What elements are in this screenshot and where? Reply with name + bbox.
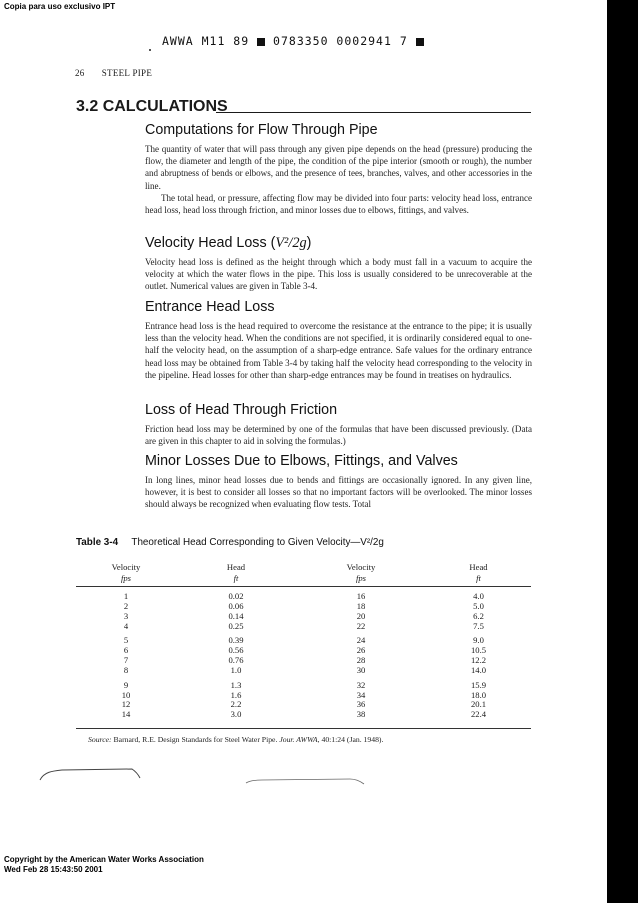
entrance-head-text: [145, 320, 532, 381]
table-cell: 26: [356, 645, 366, 656]
scan-edge-shadow: [607, 0, 638, 903]
source-label: Source:: [88, 735, 112, 744]
table-cell: 10.5: [470, 645, 487, 656]
column-unit: fps: [120, 572, 132, 583]
velocity-head-table: [76, 562, 531, 720]
table-title: Theoretical Head Corresponding to Given Velocity—V²/2g: [131, 537, 384, 548]
table-row: [76, 676, 531, 691]
running-head-title: STEEL PIPE: [101, 68, 153, 78]
table-row: [76, 710, 531, 720]
section-title: 3.2 CALCULATIONS: [76, 98, 228, 115]
column-header: Head: [226, 562, 246, 572]
paragraph: The quantity of water that will pass through any given pipe depends on the head (pressure) producing the flow, the diameter and length of the pipe, the condition of the pipe interior (smooth or rough), the number and abruptness of bends or elbows, and the presence of tees, branches, valves, and other accessories in the line.: [145, 144, 532, 191]
column-unit: fps: [355, 572, 367, 583]
table-cell: 3: [123, 610, 129, 621]
table-caption: [76, 537, 384, 548]
table-cell: 34: [356, 689, 366, 700]
table-cell: 3.0: [230, 709, 242, 720]
table-group: [76, 587, 531, 632]
paragraph: Friction head loss may be determined by one of the formulas that have been discussed previously. (Data are given in this chapter to aid in solving the formulas.): [145, 424, 532, 447]
document-code-number: 0783350 0002941 7: [273, 34, 408, 48]
table-header: [76, 562, 531, 587]
column-header: Velocity: [346, 562, 376, 572]
table-cell: 9.0: [473, 635, 484, 646]
table-cell: 38: [356, 709, 366, 720]
velocity-head-text: [145, 256, 532, 293]
heading-minor-losses: Minor Losses Due to Elbows, Fittings, and Valves: [145, 453, 458, 469]
table-cell: 22: [356, 620, 366, 631]
table-cell: 6.2: [473, 610, 484, 621]
section-rule: [216, 112, 531, 113]
table-cell: 8: [123, 664, 129, 675]
table-cell: 7: [123, 655, 129, 666]
table-cell: 0.76: [228, 655, 244, 666]
table-group: [76, 676, 531, 720]
table-cell: 18: [356, 600, 366, 611]
table-cell: 2.2: [230, 699, 242, 710]
table-number: Table 3-4: [76, 537, 119, 548]
table-row: [76, 602, 531, 612]
heading-entrance-head-loss: Entrance Head Loss: [145, 299, 275, 315]
table-row: [76, 612, 531, 622]
table-cell: 1: [123, 591, 129, 601]
table-cell: 14.0: [470, 664, 487, 675]
table-row: [76, 587, 531, 602]
table-cell: 0.02: [228, 591, 244, 601]
table-cell: 22.4: [470, 709, 487, 720]
heading-paren: ): [306, 235, 312, 251]
table-cell: 1.3: [230, 679, 242, 690]
table-row: [76, 646, 531, 656]
table-cell: 14: [121, 709, 131, 720]
pen-stroke-left: [40, 769, 140, 780]
table-cell: 4: [123, 620, 129, 631]
table-cell: 0.14: [228, 610, 244, 621]
flow-computations-text: [145, 143, 532, 216]
copyright-line: Copyright by the American Water Works Association: [4, 855, 204, 864]
watermark-stamp: Copia para uso exclusivo IPT: [4, 2, 116, 11]
table-cell: 10: [121, 689, 131, 700]
table-cell: 0.25: [228, 620, 244, 631]
paragraph: The total head, or pressure, affecting flow may be divided into four parts: velocity head loss, entrance head loss, head loss through friction, and minor losses due to elbows, fittings, and valves.: [145, 192, 532, 216]
table-cell: 32: [356, 679, 366, 690]
table-group: [76, 631, 531, 675]
table-cell: 6: [123, 645, 129, 656]
table-cell: 24: [356, 635, 366, 646]
column-header: Velocity: [111, 562, 141, 572]
table-cell: 7.5: [473, 620, 484, 631]
bar-marker-icon: [257, 38, 265, 46]
column-unit: ft: [233, 572, 239, 583]
table-cell: 1.6: [230, 689, 242, 700]
table-cell: 9: [123, 679, 129, 690]
heading-flow-computations: Computations for Flow Through Pipe: [145, 122, 378, 138]
bar-marker-icon: [416, 38, 424, 46]
column-header: Head: [469, 562, 488, 572]
timestamp-line: Wed Feb 28 15:43:50 2001: [4, 865, 103, 874]
scan-speck: [149, 49, 151, 51]
table-row: [76, 656, 531, 666]
table-source-note: [88, 735, 383, 744]
table-cell: 15.9: [470, 679, 487, 690]
table-cell: 20: [356, 610, 366, 621]
heading-velocity-head-loss: [145, 235, 311, 252]
friction-loss-text: [145, 423, 532, 447]
table-row: [76, 622, 531, 632]
table-row: [76, 700, 531, 710]
table-cell: 2: [123, 600, 129, 611]
table-cell: 18.0: [470, 689, 487, 700]
document-code-line: [162, 34, 424, 48]
table-bottom-rule: [76, 728, 531, 729]
table-cell: 12.2: [470, 655, 487, 666]
table-cell: 20.1: [470, 699, 487, 710]
pen-stroke-right: [246, 779, 364, 784]
table-cell: 28: [356, 655, 366, 666]
paragraph: Entrance head loss is the head required to overcome the resistance at the entrance to the pipe; it is usually less than the velocity head. When the conditions are not specified, it is ordinarily considered equal to one-half the velocity head, on the assumption of a sharp-edge entrance. Safe values for the ordinary entrance head loss may be obtained from Table 3-4 by taking half the velocity head corresponding to the velocity in the pipeline. Head losses for other than sharp-edge entrances may be found in treatises on hydraulics.: [145, 321, 532, 380]
source-text: Barnard, R.E. Design Standards for Steel Water Pipe.: [111, 735, 280, 744]
minor-losses-text: [145, 474, 532, 511]
table-cell: 0.06: [228, 600, 244, 611]
source-tail: , 40:1:24 (Jan. 1948).: [317, 735, 384, 744]
table-cell: 16: [356, 591, 366, 601]
table-cell: 36: [356, 699, 366, 710]
table-row: [76, 691, 531, 701]
table-row: [76, 666, 531, 676]
page-number: 26: [75, 68, 85, 78]
table-row: [76, 631, 531, 646]
paragraph: In long lines, minor head losses due to bends and fittings are occasionally ignored. In any given line, however, it is best to consider all losses so that no important factors will be overlooked. The minor losses should always be recognized when evaluating flow tests. Total: [145, 475, 532, 510]
velocity-head-formula: V²/2g: [275, 235, 307, 251]
table-cell: 5: [123, 635, 129, 646]
table-cell: 4.0: [473, 591, 484, 601]
heading-text: Velocity Head Loss (: [145, 235, 276, 251]
paragraph: Velocity head loss is defined as the height through which a body must fall in a vacuum to acquire the velocity at which the water flows in the pipe. This loss is usually considered to be unrecoverable at the outlet. Numerical values are given in Table 3-4.: [145, 257, 532, 292]
table-cell: 1.0: [230, 664, 242, 675]
heading-friction-loss: Loss of Head Through Friction: [145, 402, 338, 418]
table-cell: 5.0: [473, 600, 484, 611]
table-cell: 0.39: [228, 635, 244, 646]
source-journal: Jour. AWWA: [279, 735, 318, 744]
copyright-footer: [4, 855, 204, 875]
running-head: [75, 68, 152, 78]
column-unit: ft: [476, 572, 481, 583]
table-cell: 12: [121, 699, 131, 710]
scan-pen-marks: [0, 760, 638, 800]
table-cell: 30: [356, 664, 366, 675]
document-code-left: AWWA M11 89: [162, 34, 250, 48]
table-cell: 0.56: [228, 645, 244, 656]
